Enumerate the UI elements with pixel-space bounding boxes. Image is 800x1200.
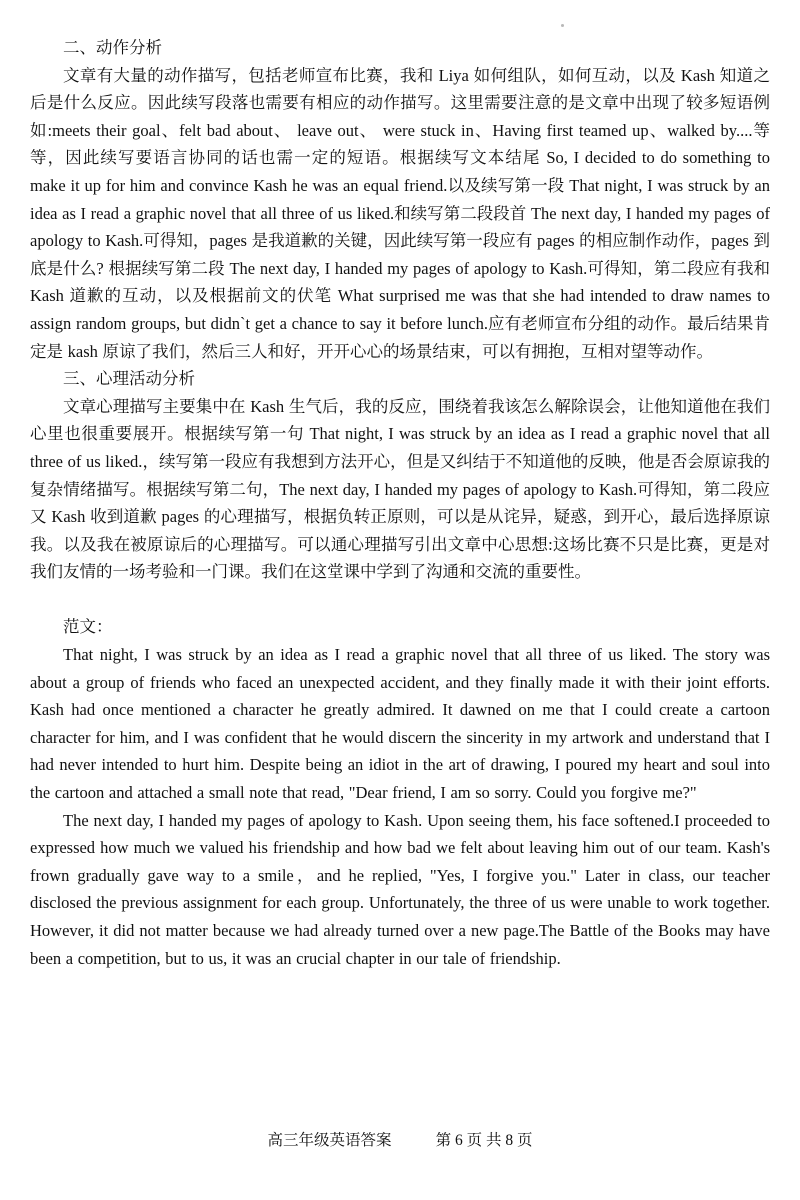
page-footer <box>0 1128 800 1150</box>
footer-page-number: 第 6 页 共 8 页 <box>435 1132 533 1149</box>
essay-paragraph-2: The next day, I handed my pages of apology to Kash. Upon seeing them, his face softened.I proceeded to expressed how much we valued his friendship and how bad we felt about leaving him out of our team. Kash's frown gradually gave way to a smile，and he replied, "Yes, I forgive you." Later in class, our teacher disclosed the previous assignment for each group. Unfortunately, the three of us were unable to work together. However, it did not matter because we had already turned over a new page.The Battle of the Books may have been a competition, but to us, it was an crucial chapter in our tale of friendship. <box>30 810 770 968</box>
section-heading-psych-analysis: 三、心理活动分析 <box>63 369 195 389</box>
psych-analysis-paragraph: 文章心理描写主要集中在 Kash 生气后，我的反应，围绕着我该怎么解除误会，让他知道他在我们心里也很重要展开。根据续写第一句 That night, I was struck by an idea as I read a graphic novel that all three of us liked.，续写第一段应有我想到方法开心，但是又纠结于不知道他的反映，他是否会原谅我的复杂情绪描写。根据续写第二句，The next day, I handed my pages of apology to Kash.可得知，第二段应又 Kash 收到道歉 pages 的心理描写，根据负转正原则，可以是从诧异，疑惑，到开心，最后选择原谅我。以及我在被原谅后的心理描写。可以通心理描写引出文章中心思想:这场比赛不只是比赛，更是对我们友情的一场考验和一门课。我们在这堂课中学到了沟通和交流的重要性。 <box>30 396 770 582</box>
page-mark-dot <box>561 24 564 27</box>
essay-paragraph-1: That night, I was struck by an idea as I read a graphic novel that all three of us liked. The story was about a group of friends who faced an unexpected accident, and they finally made it with their joint efforts. Kash had once mentioned a character he greatly admired. It dawned on me that I could create a cartoon character for him, and I was confident that he would discern the sincerity in my artwork and understand that I had never intended to hurt him. Despite being an idiot in the art of drawing, I poured my heart and soul into the cartoon and attached a small note that read, "Dear friend, I am so sorry. Could you forgive me?" <box>30 645 770 803</box>
model-essay-label: 范文： <box>63 617 113 637</box>
section-heading-action-analysis: 二、动作分析 <box>63 38 162 57</box>
action-analysis-paragraph: 文章有大量的动作描写，包括老师宣布比赛，我和 Liya 如何组队，如何互动，以及 Kash 知道之后是什么反应。因此续写段落也需要有相应的动作描写。这里需要注意的是文章中出现了较多短语例如:meets their goal、felt bad about、 leave out、 were stuck in、Having first teamed up、walked by....等等，因此续写要语言协同的话也需一定的短语。根据续写文本结尾 So, I decided to do something to make it up for him and convince Kash he was an equal friend.以及续写第一段 That night, I was struck by an idea as I read a graphic novel that all three of us liked.和续写第二段段首 The next day, I handed my pages of apology to Kash.可得知，pages 是我道歉的关键，因此续写第一段应有 pages 的相应制作动作，pages 到底是什么? 根据续写第二段 The next day, I handed my pages of apology to Kash.可得知，第二段应有我和 Kash 道歉的互动，以及根据前文的伏笔 What surprised me was that she had intended to draw names to assign random groups, but didn`t get a chance to say it before lunch.应有老师宣布分组的动作。最后结果肯定是 kash 原谅了我们，然后三人和好，开开心心的场景结束，可以有拥抱，互相对望等动作。 <box>30 65 770 361</box>
footer-doc-title: 高三年级英语答案 <box>267 1132 392 1149</box>
